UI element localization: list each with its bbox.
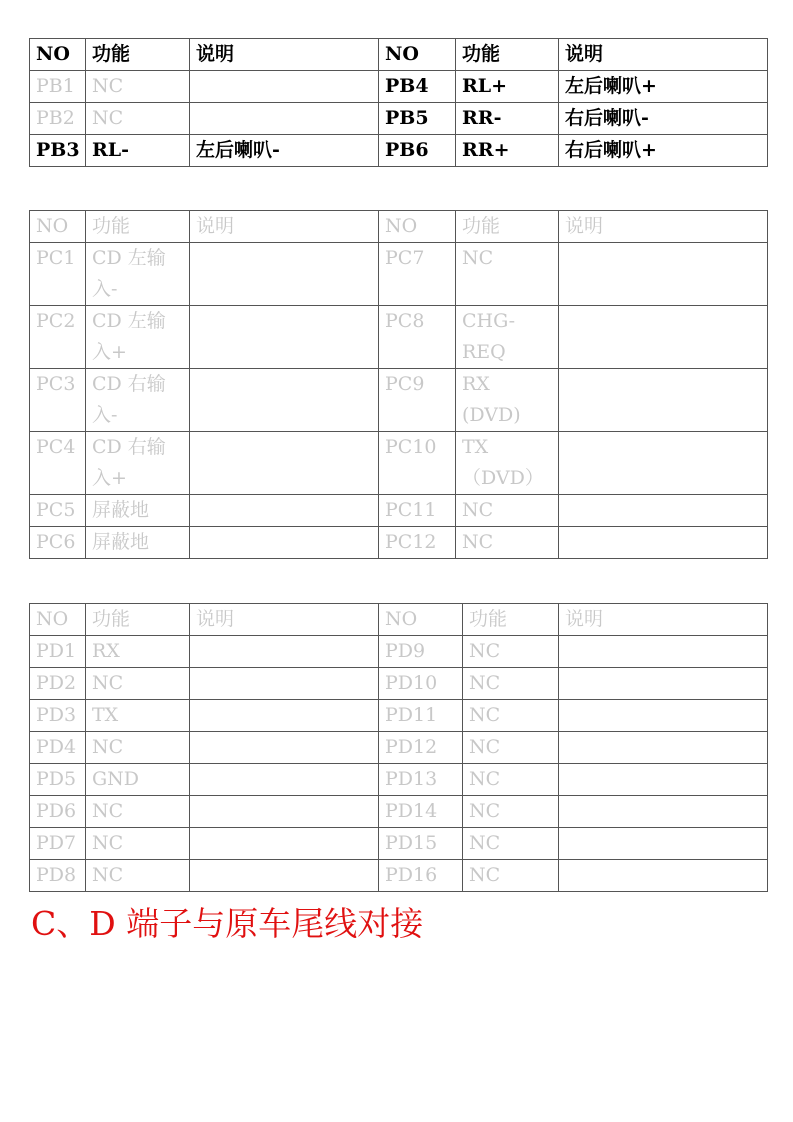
- pin-number-cell: PC5: [30, 495, 86, 527]
- pin-number-cell: PB5: [379, 103, 456, 135]
- function-cell: NC: [463, 668, 559, 700]
- pin-number-cell: PC4: [30, 432, 86, 495]
- description-cell: [190, 636, 379, 668]
- function-cell: CD 左输入-: [86, 243, 190, 306]
- table-row: [30, 700, 768, 732]
- pin-number-cell: PD13: [379, 764, 463, 796]
- function-cell: CD 右输入-: [86, 369, 190, 432]
- table-row: [30, 732, 768, 764]
- description-cell: [559, 527, 768, 559]
- pin-number-cell: PD3: [30, 700, 86, 732]
- description-cell: [190, 432, 379, 495]
- header-cell: NO: [30, 604, 86, 636]
- description-cell: [559, 732, 768, 764]
- header-cell: 说明: [190, 39, 379, 71]
- pin-number-cell: PC6: [30, 527, 86, 559]
- table-row: [30, 71, 768, 103]
- description-cell: [190, 796, 379, 828]
- function-cell: NC: [463, 860, 559, 892]
- table-row: [30, 527, 768, 559]
- pin-table-d-body: [30, 604, 768, 892]
- function-cell: NC: [86, 828, 190, 860]
- description-cell: [190, 369, 379, 432]
- pin-number-cell: PD16: [379, 860, 463, 892]
- description-cell: [190, 495, 379, 527]
- description-cell: [190, 527, 379, 559]
- header-cell: 功能: [86, 211, 190, 243]
- pin-table-b-body: [30, 39, 768, 167]
- table-row: [30, 860, 768, 892]
- function-cell: RX (DVD): [456, 369, 559, 432]
- table-header-row: [30, 604, 768, 636]
- function-cell: TX （DVD）: [456, 432, 559, 495]
- pin-number-cell: PB3: [30, 135, 86, 167]
- function-cell: RX: [86, 636, 190, 668]
- header-cell: 说明: [190, 211, 379, 243]
- pin-number-cell: PC12: [379, 527, 456, 559]
- function-cell: NC: [463, 764, 559, 796]
- pin-number-cell: PD4: [30, 732, 86, 764]
- header-cell: 功能: [463, 604, 559, 636]
- header-cell: 功能: [456, 211, 559, 243]
- function-cell: RL-: [86, 135, 190, 167]
- pin-table-c: [29, 210, 768, 559]
- description-cell: [559, 828, 768, 860]
- function-cell: NC: [463, 796, 559, 828]
- table-row: [30, 495, 768, 527]
- pin-number-cell: PD12: [379, 732, 463, 764]
- table-row: [30, 668, 768, 700]
- pin-number-cell: PB6: [379, 135, 456, 167]
- description-cell: [190, 764, 379, 796]
- table-row: [30, 306, 768, 369]
- function-cell: CD 左输入+: [86, 306, 190, 369]
- function-cell: NC: [86, 732, 190, 764]
- header-cell: 功能: [86, 604, 190, 636]
- function-cell: NC: [463, 700, 559, 732]
- table-row: [30, 369, 768, 432]
- description-cell: [559, 243, 768, 306]
- pin-number-cell: PC2: [30, 306, 86, 369]
- function-cell: NC: [456, 527, 559, 559]
- pin-number-cell: PD11: [379, 700, 463, 732]
- function-cell: 屏蔽地: [86, 527, 190, 559]
- description-cell: [190, 860, 379, 892]
- pin-number-cell: PC10: [379, 432, 456, 495]
- description-cell: [559, 796, 768, 828]
- description-cell: [190, 243, 379, 306]
- header-cell: 说明: [559, 604, 768, 636]
- pin-number-cell: PC7: [379, 243, 456, 306]
- table-row: [30, 636, 768, 668]
- pin-number-cell: PD6: [30, 796, 86, 828]
- header-cell: NO: [379, 604, 463, 636]
- function-cell: NC: [86, 668, 190, 700]
- description-cell: [559, 860, 768, 892]
- header-cell: 功能: [86, 39, 190, 71]
- header-cell: 功能: [456, 39, 559, 71]
- table-row: [30, 432, 768, 495]
- function-cell: NC: [86, 71, 190, 103]
- description-cell: [190, 71, 379, 103]
- table-row: [30, 103, 768, 135]
- function-cell: GND: [86, 764, 190, 796]
- description-cell: 左后喇叭+: [559, 71, 768, 103]
- table-row: [30, 828, 768, 860]
- pin-number-cell: PD2: [30, 668, 86, 700]
- function-cell: NC: [463, 732, 559, 764]
- description-cell: 左后喇叭-: [190, 135, 379, 167]
- description-cell: [190, 828, 379, 860]
- table-row: [30, 764, 768, 796]
- function-cell: NC: [86, 103, 190, 135]
- pin-number-cell: PB4: [379, 71, 456, 103]
- description-cell: [190, 700, 379, 732]
- pin-number-cell: PC3: [30, 369, 86, 432]
- table-row: [30, 796, 768, 828]
- description-cell: [559, 495, 768, 527]
- pin-number-cell: PC9: [379, 369, 456, 432]
- description-cell: [190, 103, 379, 135]
- description-cell: [559, 306, 768, 369]
- pin-number-cell: PB2: [30, 103, 86, 135]
- description-cell: [190, 668, 379, 700]
- function-cell: NC: [86, 860, 190, 892]
- pin-number-cell: PB1: [30, 71, 86, 103]
- pin-number-cell: PD8: [30, 860, 86, 892]
- header-cell: 说明: [190, 604, 379, 636]
- function-cell: RR+: [456, 135, 559, 167]
- description-cell: [190, 306, 379, 369]
- pin-number-cell: PD7: [30, 828, 86, 860]
- function-cell: RL+: [456, 71, 559, 103]
- pin-number-cell: PD5: [30, 764, 86, 796]
- pin-number-cell: PD10: [379, 668, 463, 700]
- pin-table-d: [29, 603, 768, 892]
- table-header-row: [30, 39, 768, 71]
- description-cell: [559, 668, 768, 700]
- function-cell: RR-: [456, 103, 559, 135]
- header-cell: NO: [379, 39, 456, 71]
- function-cell: NC: [463, 828, 559, 860]
- pin-number-cell: PD14: [379, 796, 463, 828]
- pin-number-cell: PD9: [379, 636, 463, 668]
- description-cell: 右后喇叭-: [559, 103, 768, 135]
- section-caption: C、D 端子与原车尾线对接: [31, 904, 424, 943]
- header-cell: NO: [379, 211, 456, 243]
- header-cell: NO: [30, 211, 86, 243]
- function-cell: TX: [86, 700, 190, 732]
- table-row: [30, 135, 768, 167]
- function-cell: 屏蔽地: [86, 495, 190, 527]
- pin-number-cell: PC11: [379, 495, 456, 527]
- pin-number-cell: PC8: [379, 306, 456, 369]
- header-cell: NO: [30, 39, 86, 71]
- description-cell: [559, 636, 768, 668]
- pin-number-cell: PD15: [379, 828, 463, 860]
- function-cell: CHG-REQ: [456, 306, 559, 369]
- function-cell: NC: [456, 495, 559, 527]
- description-cell: [559, 432, 768, 495]
- description-cell: [559, 700, 768, 732]
- description-cell: [190, 732, 379, 764]
- description-cell: 右后喇叭+: [559, 135, 768, 167]
- header-cell: 说明: [559, 211, 768, 243]
- table-row: [30, 243, 768, 306]
- header-cell: 说明: [559, 39, 768, 71]
- function-cell: NC: [463, 636, 559, 668]
- pin-number-cell: PD1: [30, 636, 86, 668]
- pin-number-cell: PC1: [30, 243, 86, 306]
- pin-table-b: [29, 38, 768, 167]
- description-cell: [559, 369, 768, 432]
- function-cell: NC: [456, 243, 559, 306]
- table-header-row: [30, 211, 768, 243]
- function-cell: NC: [86, 796, 190, 828]
- function-cell: CD 右输入+: [86, 432, 190, 495]
- description-cell: [559, 764, 768, 796]
- pin-table-c-body: [30, 211, 768, 559]
